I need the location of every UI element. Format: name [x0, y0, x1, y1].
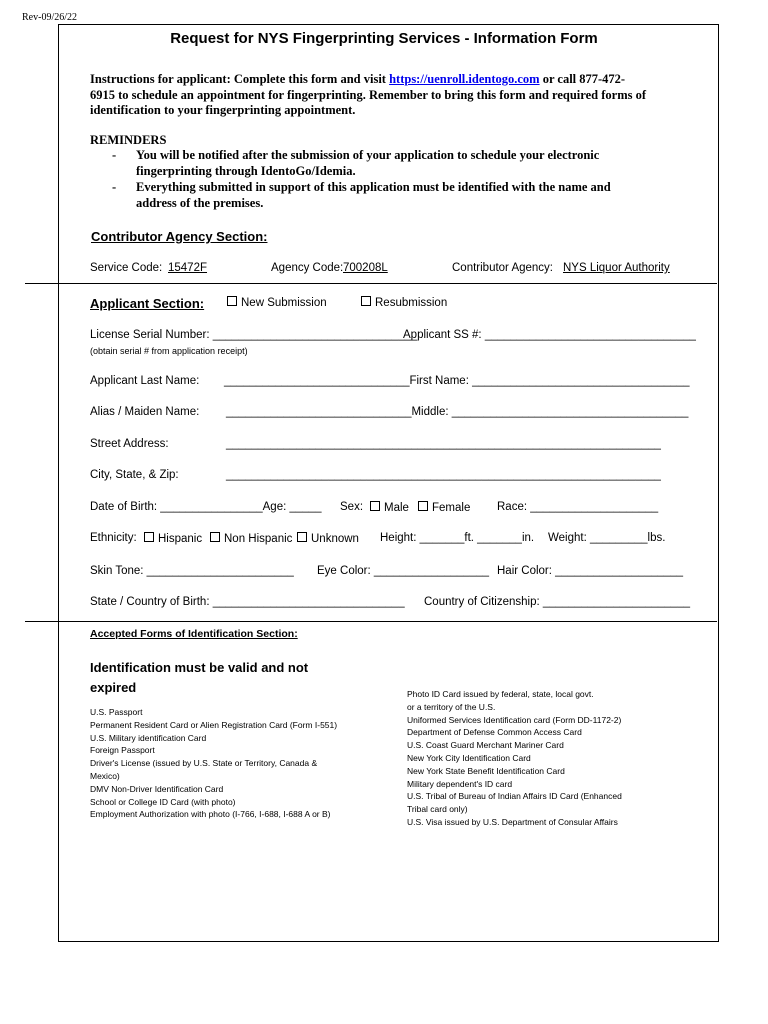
- female-label: Female: [432, 502, 471, 514]
- citizenship-field[interactable]: Country of Citizenship: _______________________: [424, 596, 690, 608]
- agency-code-value: 700208L: [343, 262, 388, 274]
- street-field[interactable]: ____________________________________________________________________: [226, 438, 661, 450]
- service-code-label: Service Code:: [90, 262, 163, 274]
- list-item: U.S. Visa issued by U.S. Department of Consular Affairs: [407, 816, 618, 827]
- list-item: or a territory of the U.S.: [407, 701, 496, 712]
- list-item: New York City Identification Card: [407, 752, 531, 763]
- city-label: City, State, & Zip:: [90, 469, 179, 481]
- list-item: New York State Benefit Identification Card: [407, 765, 565, 776]
- alias-label: Alias / Maiden Name:: [90, 406, 200, 418]
- checkbox-icon[interactable]: [361, 296, 371, 306]
- non-hispanic-label: Non Hispanic: [224, 533, 293, 545]
- ethnicity-label: Ethnicity:: [90, 532, 137, 544]
- checkbox-icon[interactable]: [418, 501, 428, 511]
- male-label: Male: [384, 502, 409, 514]
- form-title: Request for NYS Fingerprinting Services - Information Form: [170, 30, 598, 47]
- list-item: Photo ID Card issued by federal, state, local govt.: [407, 689, 594, 699]
- checkbox-icon[interactable]: [144, 532, 154, 542]
- license-serial-field[interactable]: License Serial Number: ________________________________: [90, 329, 418, 341]
- dob-age-fields[interactable]: Date of Birth: ________________Age: _____: [90, 501, 322, 513]
- hispanic-option[interactable]: [144, 532, 202, 545]
- last-name-label: Applicant Last Name:: [90, 375, 200, 387]
- checkbox-icon[interactable]: [297, 532, 307, 542]
- resubmission-label: Resubmission: [375, 297, 448, 309]
- reminder-text: You will be notified after the submission of your application to schedule your electronic fingerprinting through IdentoGo/Idemia.: [136, 148, 600, 178]
- list-item: Military dependent's ID card: [407, 778, 513, 789]
- applicant-ss-field[interactable]: Applicant SS #: _________________________________: [403, 329, 696, 341]
- reminder-item: - You will be notified after the submission of your application to schedule your electronic fingerprinting through IdentoGo/Idemia.: [112, 148, 652, 179]
- race-field[interactable]: Race: ____________________: [497, 501, 659, 513]
- female-option[interactable]: [418, 501, 470, 514]
- reminders-heading: REMINDERS: [90, 133, 167, 147]
- checkbox-icon[interactable]: [370, 501, 380, 511]
- list-item: Driver's License (issued by U.S. State or Territory, Canada &: [90, 758, 318, 769]
- applicant-section-title: Applicant Section:: [90, 296, 205, 311]
- checkbox-icon[interactable]: [227, 296, 237, 306]
- list-item: Employment Authorization with photo (I-766, I-688, I-688 A or B): [90, 809, 331, 820]
- contributor-section-title: Contributor Agency Section:: [91, 229, 268, 244]
- reminder-item: - Everything submitted in support of this application must be identified with the name and address of the premises.: [112, 180, 652, 211]
- serial-note: (obtain serial # from application receipt): [90, 346, 248, 356]
- eye-color-field[interactable]: Eye Color: __________________: [317, 565, 490, 577]
- male-option[interactable]: [370, 501, 409, 514]
- skin-tone-field[interactable]: Skin Tone: _______________________: [90, 565, 294, 577]
- street-label: Street Address:: [90, 438, 169, 450]
- weight-field[interactable]: Weight: _________lbs.: [548, 532, 666, 544]
- list-item: DMV Non-Driver Identification Card: [90, 783, 224, 794]
- identification-section-title: Accepted Forms of Identification Section:: [90, 628, 298, 640]
- revision-date: Rev-09/26/22: [22, 12, 77, 23]
- instructions: [90, 72, 650, 119]
- agency-code-label: Agency Code:: [271, 262, 344, 274]
- contributor-agency-value: NYS Liquor Authority: [563, 262, 670, 274]
- instructions-text: Instructions for applicant: Complete this form and visit: [90, 72, 390, 86]
- list-item: Permanent Resident Card or Alien Registration Card (Form I-551): [90, 719, 338, 730]
- list-item: Mexico): [90, 770, 120, 781]
- list-item: Tribal card only): [407, 804, 468, 815]
- section-divider: [25, 621, 717, 622]
- height-field[interactable]: Height: _______ft. _______in.: [380, 532, 535, 544]
- state-birth-field[interactable]: State / Country of Birth: ______________________________: [90, 596, 405, 608]
- list-item: U.S. Tribal of Bureau of Indian Affairs ID Card (Enhanced: [407, 791, 622, 802]
- contributor-agency-label: Contributor Agency:: [452, 262, 554, 274]
- alias-middle-fields[interactable]: _____________________________Middle: _____________________________________: [226, 406, 689, 418]
- list-item: U.S. Military identification Card: [90, 732, 207, 743]
- new-submission-label: New Submission: [241, 297, 327, 309]
- identogo-link[interactable]: https://uenroll.identogo.com: [389, 72, 540, 86]
- checkbox-icon[interactable]: [210, 532, 220, 542]
- hair-color-field[interactable]: Hair Color: ____________________: [497, 565, 684, 577]
- valid-id-notice: Identification must be valid and not expired: [90, 660, 309, 695]
- list-item: Foreign Passport: [90, 745, 155, 756]
- instructions-text-cont: or call 877-472-6915 to schedule an appointment for fingerprinting. Remember to bring this form and required forms of identification to your fingerprinting appointment.: [90, 72, 647, 117]
- id-list-left: [90, 706, 337, 821]
- resubmission-option[interactable]: [361, 296, 447, 309]
- list-item: U.S. Coast Guard Merchant Mariner Card: [407, 740, 564, 751]
- section-divider: [25, 283, 717, 284]
- name-fields[interactable]: _____________________________First Name: __________________________________: [224, 375, 690, 387]
- list-item: Uniformed Services Identification card (Form DD-1172-2): [407, 714, 622, 725]
- list-item: School or College ID Card (with photo): [90, 796, 236, 807]
- city-field[interactable]: ____________________________________________________________________: [226, 469, 661, 481]
- non-hispanic-option[interactable]: [210, 532, 292, 545]
- reminder-text: Everything submitted in support of this application must be identified with the name and address of the premises.: [136, 180, 611, 210]
- list-item: U.S. Passport: [90, 707, 143, 717]
- list-item: Department of Defense Common Access Card: [407, 727, 582, 738]
- new-submission-option[interactable]: [227, 296, 327, 309]
- hispanic-label: Hispanic: [158, 533, 203, 545]
- unknown-option[interactable]: [297, 532, 359, 545]
- service-code-value: 15472F: [168, 262, 208, 274]
- id-list-right: [407, 688, 622, 829]
- sex-label: Sex:: [340, 501, 364, 513]
- unknown-label: Unknown: [311, 533, 359, 545]
